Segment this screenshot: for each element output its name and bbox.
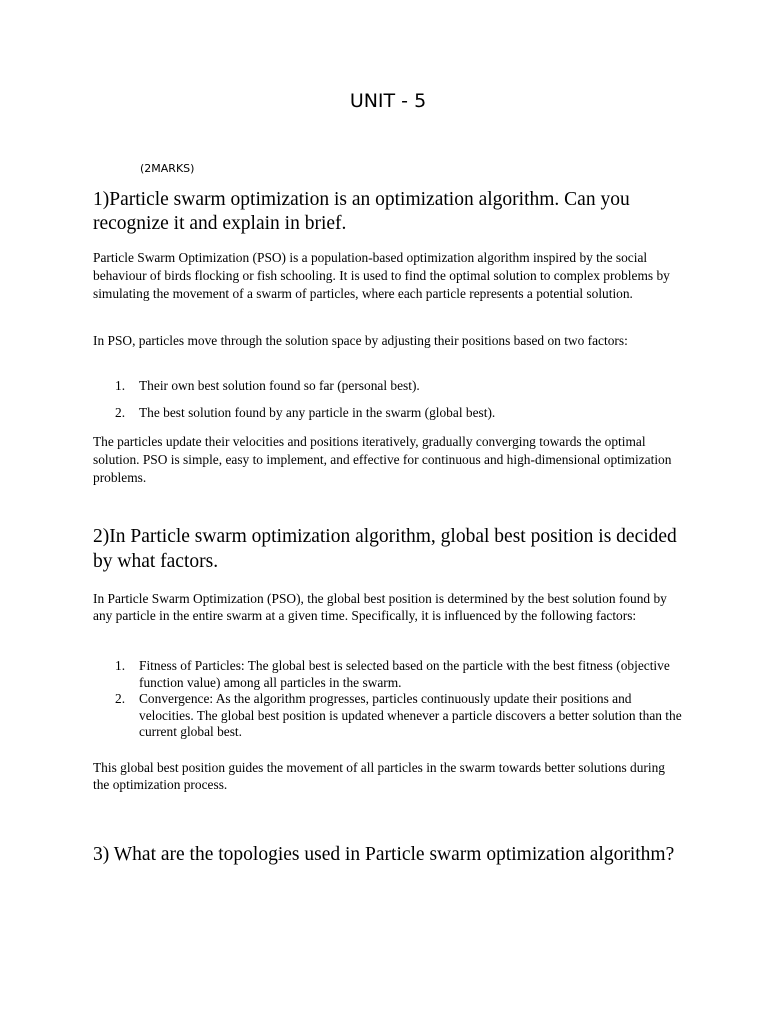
list-item-text: Convergence: As the algorithm progresses, particles continuously update their positions and velocities. The global best position is updated whenever a particle discovers a better solution than the current global best. xyxy=(139,691,682,739)
list-item xyxy=(93,691,683,741)
question-1-answer-summary: The particles update their velocities and positions iteratively, gradually converging towards the optimal solution. PSO is simple, easy to implement, and effective for continuous and high-dimensional optimization problems. xyxy=(93,434,672,485)
marks-note: (2MARKS) xyxy=(140,162,195,175)
list-item-text: Their own best solution found so far (personal best). xyxy=(139,378,420,393)
question-1-heading: 1)Particle swarm optimization is an optimization algorithm. Can you recognize it and explain in brief. xyxy=(93,189,630,234)
question-2-answer-summary: This global best position guides the movement of all particles in the swarm towards better solutions during the optimization process. xyxy=(93,760,665,792)
question-2-answer-intro: In Particle Swarm Optimization (PSO), the global best position is determined by the best solution found by any particle in the entire swarm at a given time. Specifically, it is influenced by the following factors: xyxy=(93,591,667,623)
list-item-number: 1. xyxy=(115,658,126,673)
unit-title: UNIT - 5 xyxy=(349,90,427,112)
question-2-heading: 2)In Particle swarm optimization algorithm, global best position is decided by what factors. xyxy=(93,526,677,572)
list-item-number: 2. xyxy=(115,405,126,420)
question-1-factor-list xyxy=(93,377,683,431)
list-item xyxy=(93,658,683,691)
list-item xyxy=(93,404,683,422)
question-2-factor-list xyxy=(93,658,683,741)
list-item-text: Fitness of Particles: The global best is selected based on the particle with the best fitness (objective function value) among all particles in the swarm. xyxy=(139,658,670,690)
list-item-number: 2. xyxy=(115,691,126,706)
list-item xyxy=(93,377,683,395)
question-1-answer-intro: Particle Swarm Optimization (PSO) is a population-based optimization algorithm inspired by the social behaviour of birds flocking or fish schooling. It is used to find the optimal solution to complex problems by simulating the movement of a swarm of particles, where each particle represents a potential solution. xyxy=(93,250,670,301)
question-1-answer-factors: In PSO, particles move through the solution space by adjusting their positions based on two factors: xyxy=(93,333,628,348)
list-item-text: The best solution found by any particle in the swarm (global best). xyxy=(139,405,496,420)
question-3-heading: 3) What are the topologies used in Particle swarm optimization algorithm? xyxy=(93,844,675,865)
list-item-number: 1. xyxy=(115,378,126,393)
